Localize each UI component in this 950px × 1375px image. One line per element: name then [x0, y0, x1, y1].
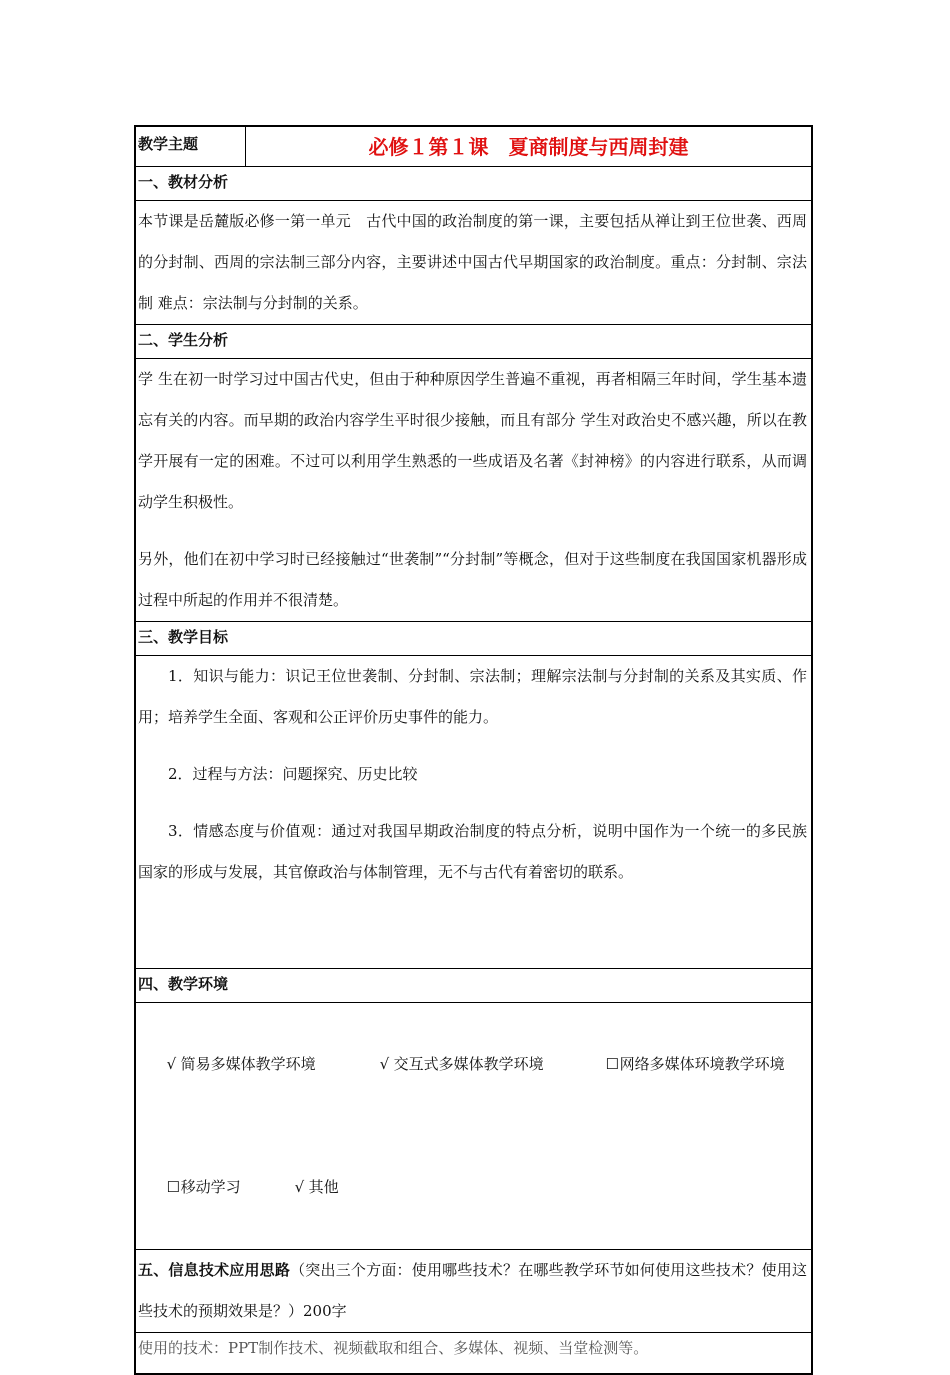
goal-knowledge: 1．知识与能力：识记王位世袭制、分封制、宗法制；理解宗法制与分封制的关系及其实质、作用；培养学生全面、客观和公正评价历史事件的能力。 [138, 667, 807, 726]
goal-attitude: 3．情感态度与价值观：通过对我国早期政治制度的特点分析，说明中国作为一个统一的多民族国家的形成与发展，其官僚政治与体制管理，无不与古代有着密切的联系。 [138, 822, 807, 881]
section-heading-it [136, 1250, 811, 1333]
section-body-it [136, 1333, 811, 1373]
env-option-label: 移动学习 [180, 1178, 241, 1196]
title-row [136, 127, 811, 167]
student-analysis-para2: 另外，他们在初中学习时已经接触过“世袭制”“分封制”等概念，但对于这些制度在我国国家机器形成过程中所起的作用并不很清楚。 [138, 550, 807, 609]
env-option-label: 其他 [308, 1178, 339, 1196]
env-option-interactive[interactable] [380, 1044, 606, 1085]
check-icon: √ [166, 1055, 177, 1073]
section-body-goals [136, 656, 811, 969]
env-option-mobile[interactable] [167, 1167, 295, 1208]
check-icon: √ [294, 1178, 305, 1196]
it-heading-text [136, 1250, 811, 1332]
section-body-students [136, 359, 811, 622]
it-technology-text: 使用的技术：PPT制作技术、视频截取和组合、多媒体、视频、当堂检测等。 [138, 1339, 649, 1357]
section-heading-textbook: 一、教材分析 [136, 167, 811, 201]
lesson-title: 必修１第１课 夏商制度与西周封建 [368, 135, 689, 159]
env-option-other[interactable] [295, 1167, 339, 1208]
section-body-textbook [136, 201, 811, 325]
environment-options-line1 [136, 1003, 811, 1126]
it-heading-note: （突出三个方面：使用哪些技术？在哪些教学环节如何使用这些技术？使用这些技术的预期效果是？）200字 [138, 1261, 807, 1320]
checkbox-empty-icon: ☐ [166, 1178, 181, 1196]
section-heading-students: 二、学生分析 [136, 325, 811, 359]
checkbox-empty-icon: ☐ [605, 1055, 620, 1073]
student-analysis-para1: 学 生在初一时学习过中国古代史，但由于种种原因学生普遍不重视，再者相隔三年时间，学生基本遗忘有关的内容。而早期的政治内容学生平时很少接触，而且有部分 学生对政治史不感兴趣，所以在教学开展有一定的困难。不过可以利用学生熟悉的一些成语及名著《封神榜》的内容进行联系，从而调动学生积极性。 [138, 370, 807, 511]
section-heading-environment: 四、教学环境 [136, 969, 811, 1003]
goal-process: 2．过程与方法：问题探究、历史比较 [168, 765, 418, 783]
lesson-plan-table [134, 125, 813, 1375]
topic-label: 教学主题 [136, 127, 246, 166]
env-option-simple[interactable] [167, 1044, 380, 1085]
env-option-label: 网络多媒体环境教学环境 [619, 1055, 785, 1073]
check-icon: √ [379, 1055, 390, 1073]
environment-options-line2 [136, 1126, 811, 1249]
textbook-analysis-text: 本节课是岳麓版必修一第一单元 古代中国的政治制度的第一课，主要包括从禅让到王位世袭、西周的分封制、西周的宗法制三部分内容，主要讲述中国古代早期国家的政治制度。重点：分封制、宗法制 难点：宗法制与分封制的关系。 [138, 212, 807, 312]
section-heading-goals: 三、教学目标 [136, 622, 811, 656]
it-heading-bold: 五、信息技术应用思路 [138, 1261, 291, 1279]
section-body-environment [136, 1003, 811, 1250]
env-option-network[interactable] [606, 1044, 785, 1085]
env-option-label: 交互式多媒体教学环境 [393, 1055, 544, 1073]
env-option-label: 简易多媒体教学环境 [180, 1055, 316, 1073]
